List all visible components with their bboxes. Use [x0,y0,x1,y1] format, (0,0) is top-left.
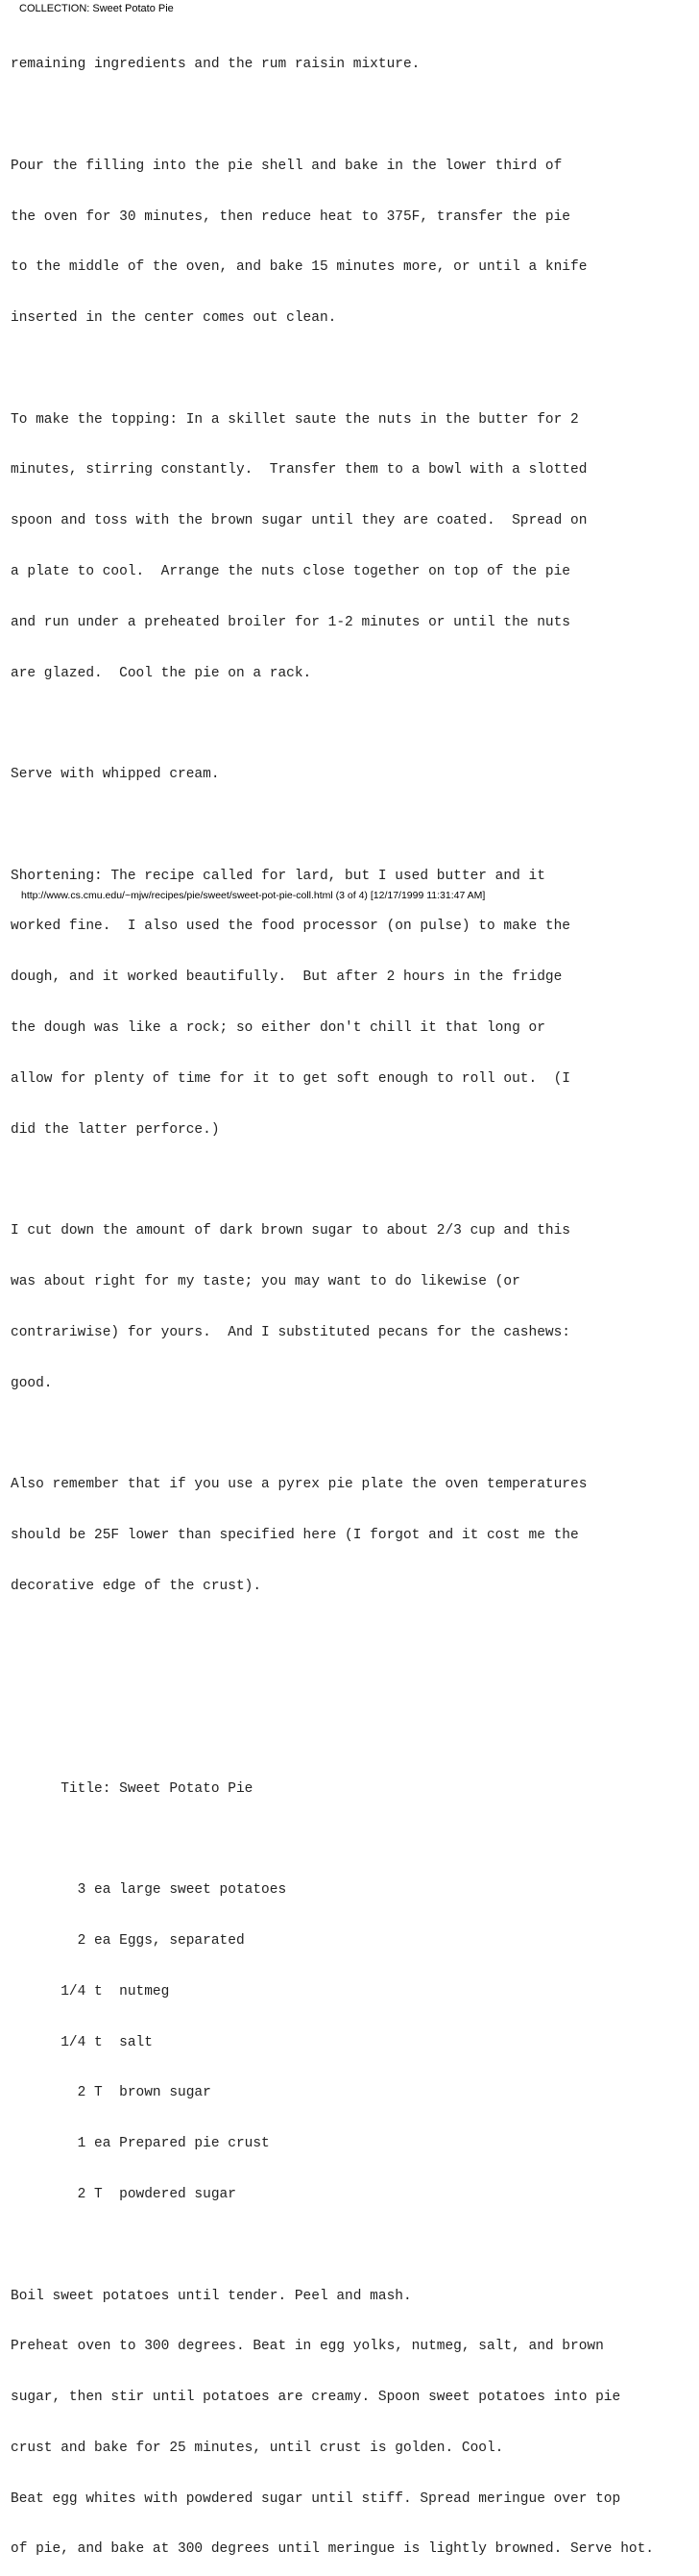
text-line: should be 25F lower than specified here (I forgot and it cost me the [11,1527,579,1543]
text-line: Pour the filling into the pie shell and bake in the lower third of [11,158,563,174]
recipe-text-body [11,23,654,2576]
text-line: I cut down the amount of dark brown sugar to about 2/3 cup and this [11,1223,570,1239]
text-line: Serve with whipped cream. [11,767,220,783]
ingredient-line: 2 T brown sugar [11,2085,211,2101]
ingredient-line: 2 T powdered sugar [11,2187,236,2202]
text-line: the dough was like a rock; so either don't chill it that long or [11,1020,545,1037]
collection-header: COLLECTION: Sweet Potato Pie [19,3,174,14]
text-line: the oven for 30 minutes, then reduce heat to 375F, transfer the pie [11,209,570,225]
text-line: To make the topping: In a skillet saute the nuts in the butter for 2 [11,411,579,428]
text-line: to the middle of the oven, and bake 15 minutes more, or until a knife [11,259,588,276]
direction-line: sugar, then stir until potatoes are creamy. Spoon sweet potatoes into pie [11,2390,621,2406]
text-line: allow for plenty of time for it to get soft enough to roll out. (I [11,1070,570,1087]
text-line: contrariwise) for yours. And I substituted pecans for the cashews: [11,1324,570,1340]
text-line: decorative edge of the crust). [11,1578,262,1594]
direction-line: of pie, and bake at 300 degrees until meringue is lightly browned. Serve hot. [11,2541,655,2558]
text-line: dough, and it worked beautifully. But after 2 hours in the fridge [11,969,563,986]
text-line: Shortening: The recipe called for lard, but I used butter and it [11,868,545,884]
text-line: inserted in the center comes out clean. [11,310,337,327]
ingredient-line: 3 ea large sweet potatoes [11,1882,287,1899]
text-line: good. [11,1375,53,1391]
page-footer-url: http://www.cs.cmu.edu/~mjw/recipes/pie/sweet/sweet-pot-pie-coll.html (3 of 4) [12/17/1999 11:31:47 AM] [21,890,486,901]
text-line: did the latter perforce.) [11,1121,220,1138]
direction-line: Preheat oven to 300 degrees. Beat in egg yolks, nutmeg, salt, and brown [11,2339,604,2355]
text-line: spoon and toss with the brown sugar until they are coated. Spread on [11,513,588,529]
direction-line: Boil sweet potatoes until tender. Peel and mash. [11,2288,412,2304]
ingredient-line: 2 ea Eggs, separated [11,1933,245,1950]
direction-line: crust and bake for 25 minutes, until crust is golden. Cool. [11,2440,504,2456]
text-line: minutes, stirring constantly. Transfer them to a bowl with a slotted [11,462,588,478]
ingredient-line: 1 ea Prepared pie crust [11,2136,270,2152]
text-line: Also remember that if you use a pyrex pie plate the oven temperatures [11,1477,588,1493]
text-line: was about right for my taste; you may want to do likewise (or [11,1273,520,1289]
text-line: and run under a preheated broiler for 1-2 minutes or until the nuts [11,614,570,630]
ingredient-line: 1/4 t nutmeg [11,1983,170,1999]
text-line: remaining ingredients and the rum raisin mixture. [11,57,421,73]
text-line: are glazed. Cool the pie on a rack. [11,665,312,681]
direction-line: Beat egg whites with powdered sugar until stiff. Spread meringue over top [11,2490,621,2507]
ingredient-line: 1/4 t salt [11,2034,153,2050]
text-line: a plate to cool. Arrange the nuts close together on top of the pie [11,564,570,579]
text-line: worked fine. I also used the food processor (on pulse) to make the [11,919,570,935]
recipe-title: Title: Sweet Potato Pie [11,1780,253,1797]
